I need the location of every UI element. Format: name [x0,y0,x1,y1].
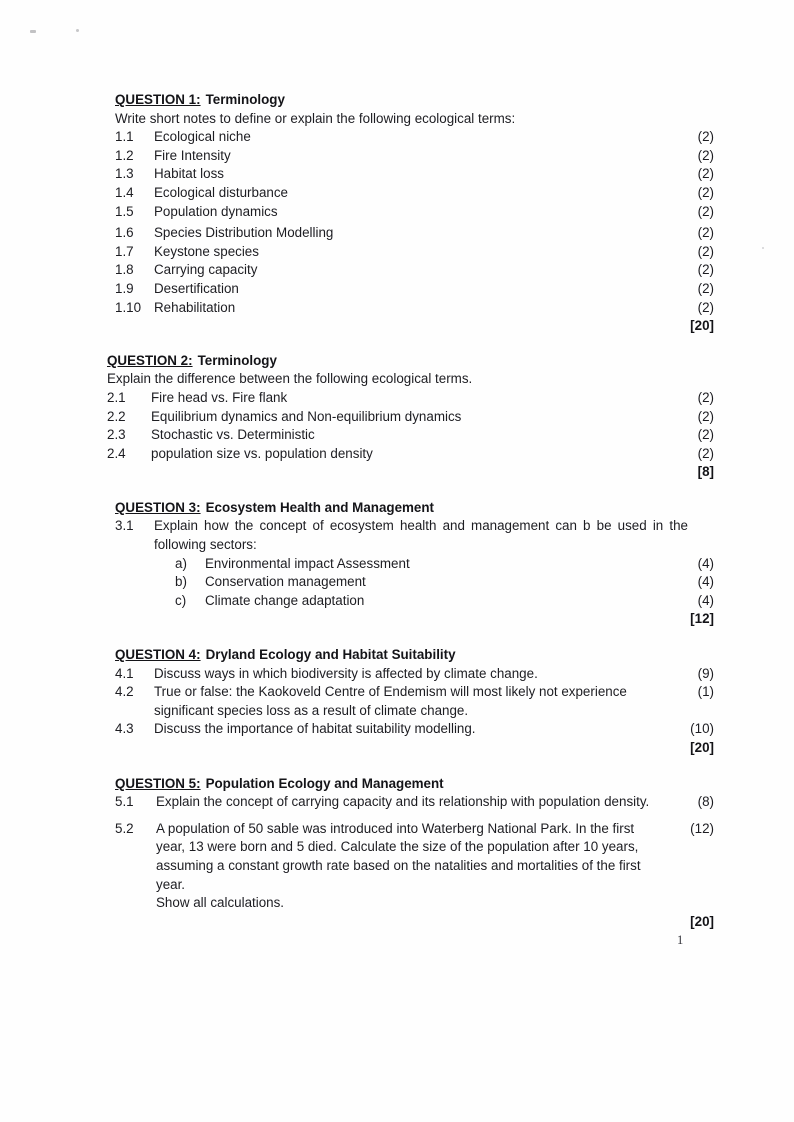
question-item [115,683,714,720]
sub-item [175,573,714,592]
sub-item [175,592,714,611]
question-3-heading [115,499,714,518]
question-4-total: [20] [690,740,714,755]
item-text: Habitat loss [154,166,224,182]
question-3-title: Ecosystem Health and Management [205,499,435,515]
question-1-heading [115,91,714,110]
question-2-label: QUESTION 2: [107,352,193,368]
item-text: Fire head vs. Fire flank [151,389,288,405]
item-marks: (2) [697,203,714,219]
item-text: Discuss the importance of habitat suitability modelling. [154,721,476,737]
item-marks: (2) [697,262,714,278]
sub-item-letter: a) [175,555,187,571]
item-marks: (8) [697,794,714,810]
item-text: Explain how the concept of ecosystem health and management can b be used in the following sectors: [154,518,688,553]
question-4-title: Dryland Ecology and Habitat Suitability [205,647,456,663]
item-number: 4.3 [115,721,134,737]
item-text: Stochastic vs. Deterministic [151,427,315,443]
item-text: Rehabilitation [154,299,236,315]
question-5-label: QUESTION 5: [115,775,201,791]
item-text: A population of 50 sable was introduced into Waterberg National Park. In the first year, 13 were born and 5 died. Calculate the size of the population after 10 years, assuming a constant growth rate based on the natalities and mortalities of the first year. [156,820,641,892]
question-2-section [107,352,714,482]
item-marks: (2) [697,408,714,424]
item-number: 2.2 [107,408,126,424]
question-item [115,820,714,894]
item-number: 1.7 [115,243,134,259]
item-marks: (2) [697,243,714,259]
question-item [115,299,714,318]
question-item [115,147,714,166]
question-1-label: QUESTION 1: [115,92,201,107]
item-text: Species Distribution Modelling [154,225,334,241]
item-marks: (9) [697,665,714,681]
question-item [115,665,714,684]
scan-artifact [762,247,764,249]
item-marks: (2) [697,147,714,163]
item-number: 1.6 [115,225,134,241]
item-number: 1.2 [115,147,134,163]
item-text: Ecological disturbance [154,184,288,200]
item-number: 1.9 [115,280,134,296]
item-marks: (4) [697,592,714,608]
question-1-title: Terminology [205,92,285,107]
question-5-section [115,775,714,932]
item-number: 5.1 [115,794,134,810]
item-number: 1.3 [115,166,134,182]
sub-item [175,555,714,574]
question-3-label: QUESTION 3: [115,499,201,515]
sub-item-text: Environmental impact Assessment [205,555,410,571]
item-number: 4.2 [115,684,134,700]
question-item [115,128,714,147]
item-number: 1.8 [115,262,134,278]
question-2-title: Terminology [197,352,277,368]
item-text: Explain the concept of carrying capacity and its relationship with population density. [156,794,650,810]
question-item [115,224,714,243]
question-5-title: Population Ecology and Management [205,775,444,791]
sub-item-letter: b) [175,574,187,590]
item-text: Carrying capacity [154,262,258,278]
question-item [107,389,714,408]
question-1-section [115,91,714,336]
item-number: 2.1 [107,389,126,405]
item-marks: (2) [697,225,714,241]
item-number: 2.3 [107,427,126,443]
question-3-subitems [175,555,714,611]
item-number: 1.1 [115,129,134,145]
question-4-section [115,646,714,758]
item-text: True or false: the Kaokoveld Centre of Endemism will most likely not experience significant species loss as a result of climate change. [154,684,627,718]
item-marks: (4) [697,555,714,571]
question-item [115,203,714,222]
item-marks: (12) [690,820,714,836]
question-item [115,261,714,280]
item-text: Fire Intensity [154,147,231,163]
item-number: 3.1 [115,518,134,534]
item-number: 4.1 [115,665,134,681]
question-2-intro: Explain the difference between the following ecological terms. [107,371,473,387]
item-text: Ecological niche [154,129,251,145]
item-text: Equilibrium dynamics and Non-equilibrium dynamics [151,408,462,424]
question-4-heading [115,646,714,665]
page-content [107,91,714,931]
item-marks: (2) [697,280,714,296]
item-marks: (2) [697,166,714,182]
page-number: 1 [677,933,684,947]
show-calculations-note: Show all calculations. [156,895,285,911]
question-1-intro: Write short notes to define or explain the following ecological terms: [115,110,516,126]
item-text: Discuss ways in which biodiversity is affected by climate change. [154,665,538,681]
question-3-total: [12] [690,611,714,627]
item-marks: (2) [697,389,714,405]
item-number: 2.4 [107,445,126,461]
question-1-total: [20] [690,318,714,334]
question-item [115,720,714,739]
question-item [115,165,714,184]
question-5-heading [115,775,714,794]
question-item [115,517,714,554]
item-number: 5.2 [115,820,134,836]
item-text: Desertification [154,280,239,296]
item-marks: (4) [697,574,714,590]
sub-item-text: Climate change adaptation [205,592,365,608]
item-number: 1.5 [115,203,134,219]
item-text: Keystone species [154,243,259,259]
item-marks: (2) [697,129,714,145]
question-item [115,184,714,203]
question-item [115,280,714,299]
item-number: 1.10 [115,299,142,315]
question-item [115,243,714,262]
sub-item-text: Conservation management [205,574,366,590]
question-item [107,445,714,464]
item-text: population size vs. population density [151,445,373,461]
question-3-section [115,499,714,629]
scan-artifact [30,30,36,33]
item-marks: (2) [697,299,714,315]
item-marks: (2) [697,445,714,461]
item-number: 1.4 [115,184,134,200]
question-4-label: QUESTION 4: [115,647,201,663]
item-marks: (2) [697,427,714,443]
scan-artifact [76,29,79,32]
item-marks: (10) [690,721,714,737]
question-5-total: [20] [690,913,714,929]
item-marks: (2) [697,184,714,200]
item-marks: (1) [697,684,714,700]
sub-item-letter: c) [175,592,187,608]
question-item [107,408,714,427]
question-item [107,426,714,445]
item-text: Population dynamics [154,203,278,219]
question-item [115,793,714,812]
question-2-total: [8] [697,464,714,480]
question-2-heading [107,352,714,371]
